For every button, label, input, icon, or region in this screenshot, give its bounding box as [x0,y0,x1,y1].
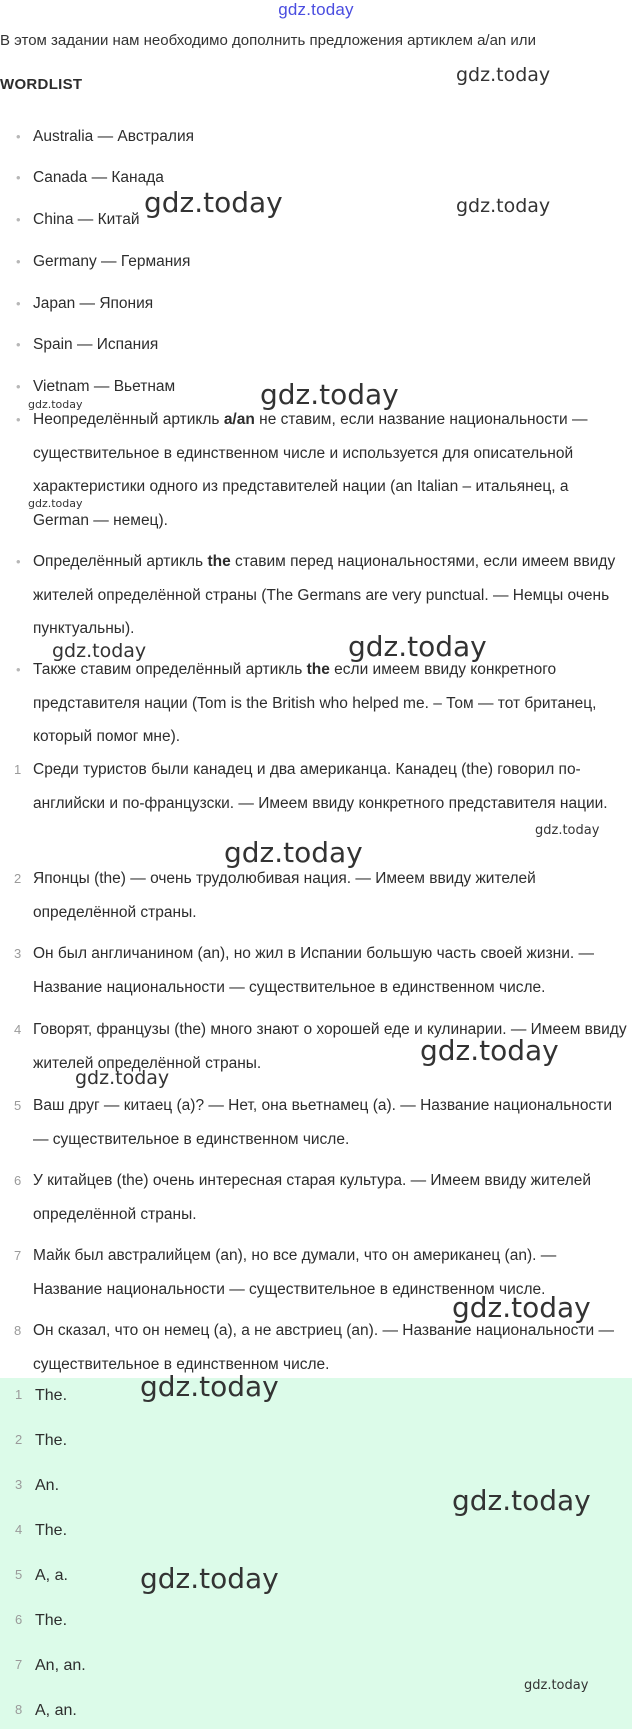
explanation-item [14,1314,628,1381]
explanation-item [14,862,628,929]
explanation-text: Майк был австралийцем (an), но все думали, что он американец (an). — Название национальности — существительное в единственном числе. [33,1247,557,1298]
rule-article: a/an [223,411,255,428]
watermark: gdz.today [348,630,487,663]
rule-text: Также ставим определённый артикль [33,661,307,678]
intro-text: В этом задании нам необходимо дополнить предложения артиклем a/an или [0,32,536,49]
wordlist-item: • Spain — Испания [33,328,628,362]
rule-item [33,403,628,537]
item-number: 1 [14,762,22,777]
answer-text: The. [35,1612,68,1629]
item-number: 5 [14,1098,22,1113]
rule-article: the [306,661,330,678]
answer-item [15,1702,77,1720]
item-number: 7 [14,1248,22,1263]
watermark: gdz.today [452,1291,591,1324]
answers-panel [0,1378,632,1729]
watermark: gdz.today [524,1678,589,1693]
watermark: gdz.today [420,1034,559,1067]
wordlist-item: • Canada — Канада [33,161,628,195]
item-number: 2 [15,1432,23,1447]
item-number: 8 [15,1702,23,1717]
rule-text: Неопределённый артикль [33,411,224,428]
rule-text: Определённый артикль [33,553,208,570]
explanation-item [14,1164,628,1231]
answer-text: The. [35,1432,68,1449]
answer-item [15,1522,68,1540]
rule-text: не ставим, если название национальности — существительное в единственном числе и используется для описательной характеристики одного из представителей нации (an Italian – итальянец, a German — немец). [33,411,588,529]
watermark: gdz.today [144,186,283,219]
explanation-text: Ваш друг — китаец (a)? — Нет, она вьетнамец (a). — Название национальности — существительное в единственном числе. [33,1097,612,1148]
watermark: gdz.today [456,64,551,86]
item-number: 5 [15,1567,23,1582]
watermark: gdz.today [456,195,551,217]
explanation-item [14,937,628,1004]
answer-item [15,1567,68,1585]
watermark: gdz.today [452,1484,591,1517]
answer-text: The. [35,1522,68,1539]
answer-text: A, a. [35,1567,68,1584]
item-number: 4 [15,1522,23,1537]
item-number: 4 [14,1022,22,1037]
answer-text: An. [35,1477,60,1494]
rule-text: ставим перед национальностями, если имеем ввиду жителей определённой страны (The Germans are very punctual. — Немцы очень пунктуальны). [33,553,616,637]
item-number: 8 [14,1323,22,1338]
explanation-text: Среди туристов были канадец и два американца. Канадец (the) говорил по-английски и по-французски. — Имеем ввиду конкретного представителя нации. [33,761,608,812]
item-number: 7 [15,1657,23,1672]
watermark: gdz.today [140,1562,279,1595]
watermark: gdz.today [140,1370,279,1403]
explanation-text: Говорят, французы (the) много знают о хорошей еде и кулинарии. — Имеем ввиду жителей определённой страны. [33,1021,627,1072]
top-watermark: gdz.today [278,0,354,19]
watermark: gdz.today [52,640,147,662]
rule-item [33,545,628,646]
wordlist-title: WORDLIST [0,76,83,93]
answer-item [15,1612,68,1630]
wordlist-item: • Japan — Япония [33,287,628,321]
explanation-text: Японцы (the) — очень трудолюбивая нация. — Имеем ввиду жителей определённой страны. [33,870,536,921]
rule-text: если имеем ввиду конкретного представителя нации (Tom is the British who helped me. – Том — тот британец, который помог мне). [33,661,597,745]
explanation-item [14,753,628,820]
answer-item [15,1477,60,1495]
item-number: 6 [14,1173,22,1188]
wordlist-item: • Vietnam — Вьетнам [33,370,628,404]
answer-text: A, an. [35,1702,77,1719]
watermark: gdz.today [260,378,399,411]
item-number: 6 [15,1612,23,1627]
wordlist-item: • China — Китай [33,203,628,237]
watermark: gdz.today [535,823,600,838]
item-number: 3 [15,1477,23,1492]
wordlist-item: • Germany — Германия [33,245,628,279]
item-number: 3 [14,946,22,961]
answer-text: An, an. [35,1657,86,1674]
watermark: gdz.today [28,497,83,510]
answer-item [15,1657,86,1675]
explanation-text: Он сказал, что он немец (a), а не австриец (an). — Название национальности — существительное в единственном числе. [33,1322,614,1373]
explanation-item [14,1089,628,1156]
wordlist-item: • Australia — Австралия [33,120,628,154]
rule-article: the [207,553,231,570]
rule-item [33,653,628,754]
watermark: gdz.today [28,398,83,411]
item-number: 2 [14,871,22,886]
watermark: gdz.today [75,1067,170,1089]
answer-item [15,1432,68,1450]
watermark: gdz.today [224,836,363,869]
answer-text: The. [35,1387,68,1404]
explanation-text: У китайцев (the) очень интересная старая культура. — Имеем ввиду жителей определённой страны. [33,1172,592,1223]
explanation-text: Он был англичанином (an), но жил в Испании большую часть своей жизни. — Название национальности — существительное в единственном числе. [33,945,595,996]
answer-item [15,1387,68,1405]
item-number: 1 [15,1387,23,1402]
